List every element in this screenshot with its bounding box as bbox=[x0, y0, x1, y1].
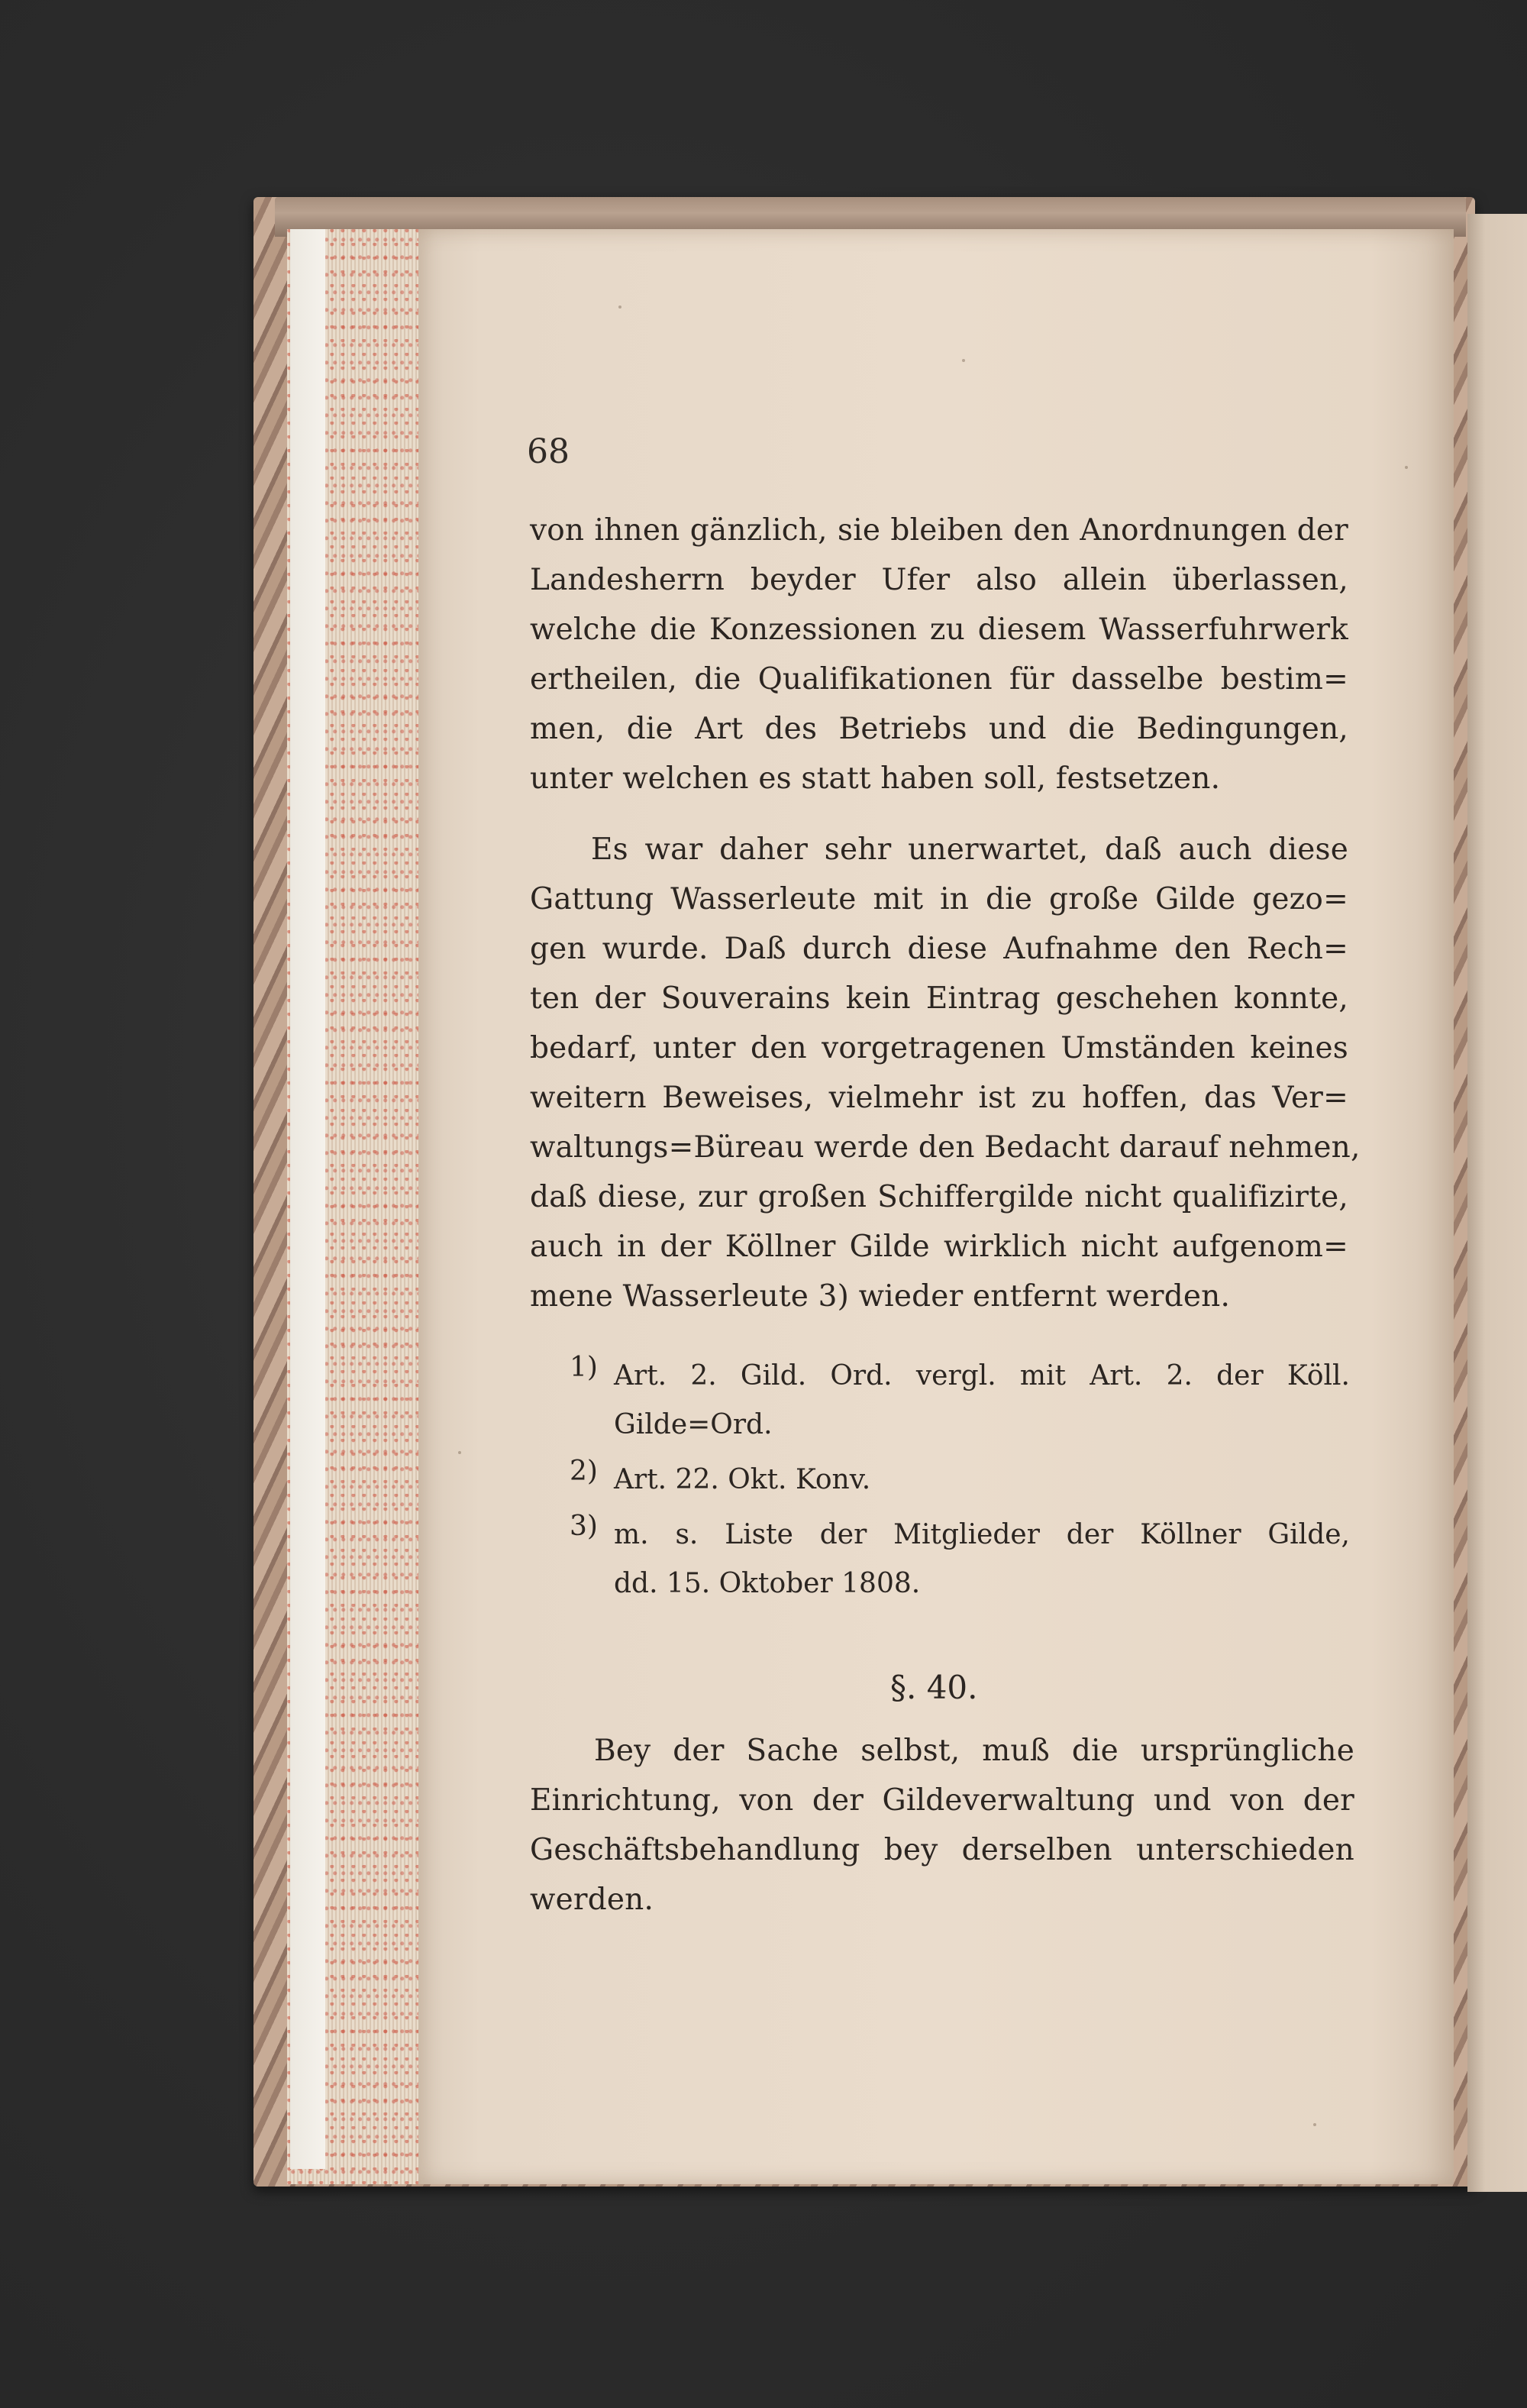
paper-speck bbox=[1313, 2123, 1316, 2126]
section-heading: §. 40. bbox=[890, 1669, 978, 1706]
text-line: ten der Souverains kein Eintrag geschehen konnte, bbox=[530, 981, 1348, 1016]
flyleaf-strip bbox=[290, 229, 325, 2169]
paper-speck bbox=[962, 359, 965, 362]
text-line: Einrichtung, von der Gildeverwaltung und von der bbox=[530, 1783, 1354, 1818]
paper-speck bbox=[618, 305, 621, 309]
footnote-1 bbox=[570, 1352, 1350, 1450]
text-line: mene Wasserleute 3) wieder entfernt werden. bbox=[530, 1279, 1231, 1314]
footnote-2 bbox=[570, 1456, 1350, 1505]
facing-page bbox=[1467, 214, 1527, 2192]
footnotes bbox=[570, 1352, 1350, 1614]
footnote-mark: 3) bbox=[570, 1511, 598, 1542]
text-line: Gattung Wasserleute mit in die große Gilde gezo= bbox=[530, 882, 1348, 916]
text-line: unter welchen es statt haben soll, festsetzen. bbox=[530, 761, 1221, 796]
footnote-line: Gilde=Ord. bbox=[614, 1409, 773, 1440]
paper-speck bbox=[1405, 466, 1408, 469]
text-line: Es war daher sehr unerwartet, daß auch diese bbox=[591, 832, 1348, 867]
text-line: weitern Beweises, vielmehr ist zu hoffen, das Ver= bbox=[530, 1081, 1348, 1115]
text-line: waltungs=Büreau werde den Bedacht darauf nehmen, bbox=[530, 1130, 1361, 1165]
text-line: men, die Art des Betriebs und die Bedingungen, bbox=[530, 712, 1348, 746]
text-line: von ihnen gänzlich, sie bleiben den Anordnungen der bbox=[530, 513, 1348, 548]
page-number: 68 bbox=[527, 432, 570, 471]
footnote-3 bbox=[570, 1511, 1350, 1608]
paragraph-2 bbox=[530, 825, 1361, 1321]
footnote-line: Art. 22. Okt. Konv. bbox=[614, 1464, 871, 1495]
text-line: welche die Konzessionen zu diesem Wasserfuhrwerk bbox=[530, 613, 1348, 647]
text-line: Bey der Sache selbst, muß die ursprüngliche bbox=[594, 1734, 1354, 1768]
text-line: werden. bbox=[530, 1883, 654, 1917]
text-line: Geschäftsbehandlung bey derselben unterschieden bbox=[530, 1833, 1354, 1867]
text-line: ertheilen, die Qualifikationen für dasselbe bestim= bbox=[530, 662, 1348, 697]
text-line: daß diese, zur großen Schiffergilde nicht qualifizirte, bbox=[530, 1180, 1348, 1214]
text-line: bedarf, unter den vorgetragenen Umständen keines bbox=[530, 1031, 1348, 1065]
text-line: Landesherrn beyder Ufer also allein überlassen, bbox=[530, 563, 1348, 597]
paragraph-1 bbox=[530, 506, 1348, 803]
text-line: gen wurde. Daß durch diese Aufnahme den Rech= bbox=[530, 932, 1348, 966]
footnote-mark: 2) bbox=[570, 1456, 598, 1487]
footnote-mark: 1) bbox=[570, 1352, 598, 1383]
footnote-line: Art. 2. Gild. Ord. vergl. mit Art. 2. der Köll. bbox=[614, 1360, 1350, 1391]
paper-speck bbox=[458, 1451, 461, 1454]
paragraph-3 bbox=[530, 1726, 1354, 1925]
footnote-line: m. s. Liste der Mitglieder der Köllner Gilde, bbox=[614, 1519, 1350, 1550]
text-line: auch in der Köllner Gilde wirklich nicht aufgenom= bbox=[530, 1230, 1348, 1264]
footnote-line: dd. 15. Oktober 1808. bbox=[614, 1568, 921, 1599]
